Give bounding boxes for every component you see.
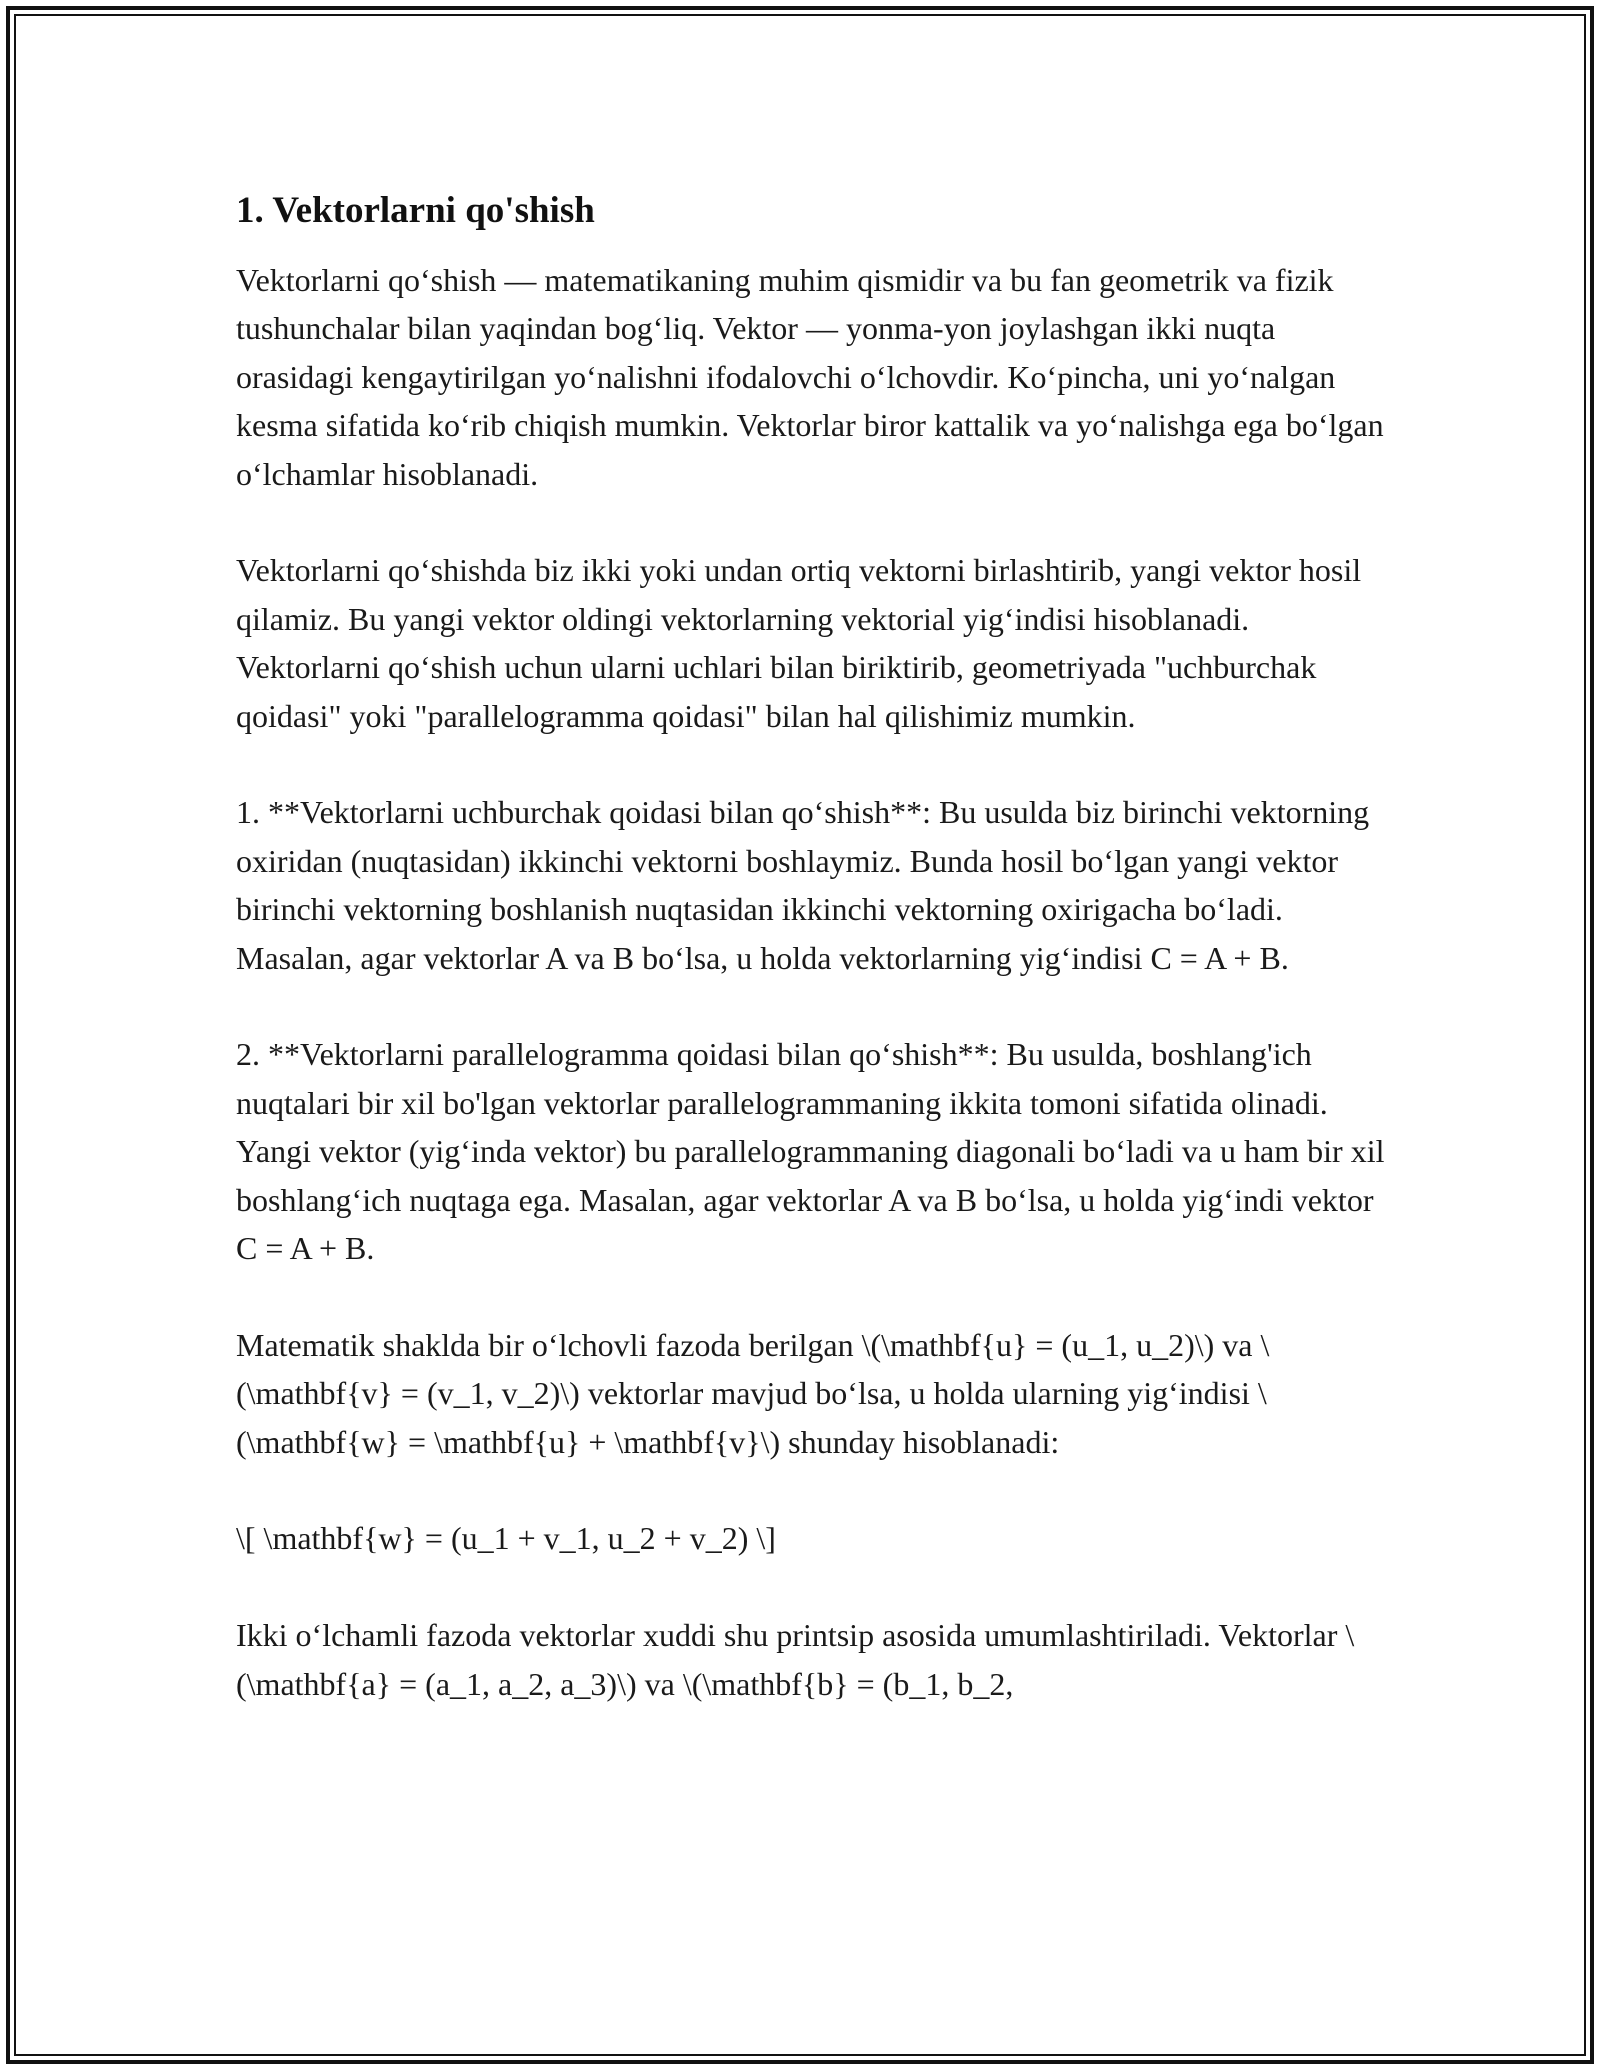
paragraph-parallelogram-rule: 2. **Vektorlarni parallelogramma qoidasi bilan qo‘shish**: Bu usulda, boshlang'ich nuqtalari bir xil bo'lgan vektorlar parallelogrammaning ikkita tomoni sifatida olinadi. Yangi vektor (yig‘inda vektor) bu parallelogrammaning diagonali bo‘ladi va u ham bir xil boshlang‘ich nuqtaga ega. Masalan, agar vektorlar A va B bo‘lsa, u holda yig‘indi vektor C = A + B.	[236, 1036, 1385, 1267]
paragraph-formula: \[ \mathbf{w} = (u_1 + v_1, u_2 + v_2) \]	[236, 1520, 776, 1557]
paragraph-intro: Vektorlarni qo‘shish — matematikaning muhim qismidir va bu fan geometrik va fizik tushunchalar bilan yaqindan bog‘liq. Vektor — yonma-yon joylashgan ikki nuqta orasidagi kengaytirilgan yo‘nalishni ifodalovchi o‘lchovdir. Ko‘pincha, uni yo‘nalgan kesma sifatida ko‘rib chiqish mumkin. Vektorlar biror kattalik va yo‘nalishga ega bo‘lgan o‘lchamlar hisoblanadi.	[236, 262, 1384, 492]
paragraph-triangle-rule: 1. **Vektorlarni uchburchak qoidasi bilan qo‘shish**: Bu usulda biz birinchi vektorning oxiridan (nuqtasidan) ikkinchi vektorni boshlaymiz. Bunda hosil bo‘lgan yangi vektor birinchi vektorning boshlanish nuqtasidan ikkinchi vektorning oxirigacha bo‘ladi. Masalan, agar vektorlar A va B bo‘lsa, u holda vektorlarning yig‘indisi C = A + B.	[236, 794, 1370, 976]
paragraph-math-definition: Matematik shaklda bir o‘lchovli fazoda berilgan \(\mathbf{u} = (u_1, u_2)\) va \(\mathbf{v} = (v_1, v_2)\) vektorlar mavjud bo‘lsa, u holda ularning yig‘indisi \(\mathbf{w} = \mathbf{u} + \mathbf{v}\) shunday hisoblanadi:	[236, 1326, 1270, 1460]
paragraph-addition-overview: Vektorlarni qo‘shishda biz ikki yoki undan ortiq vektorni birlashtirib, yangi vektor hosil qilamiz. Bu yangi vektor oldingi vektorlarning vektorial yig‘indisi hisoblanadi. Vektorlarni qo‘shish uchun ularni uchlari bilan biriktirib, geometriyada "uchburchak qoidasi" yoki "parallelogramma qoidasi" bilan hal qilishimiz mumkin.	[236, 552, 1362, 734]
section-title: 1. Vektorlarni qo'shish	[236, 190, 595, 231]
paragraph-generalization: Ikki o‘lchamli fazoda vektorlar xuddi shu printsip asosida umumlashtiriladi. Vektorlar \(\mathbf{a} = (a_1, a_2, a_3)\) va \(\mathbf{b} = (b_1, b_2,	[236, 1617, 1355, 1702]
document-body	[236, 186, 1386, 1756]
